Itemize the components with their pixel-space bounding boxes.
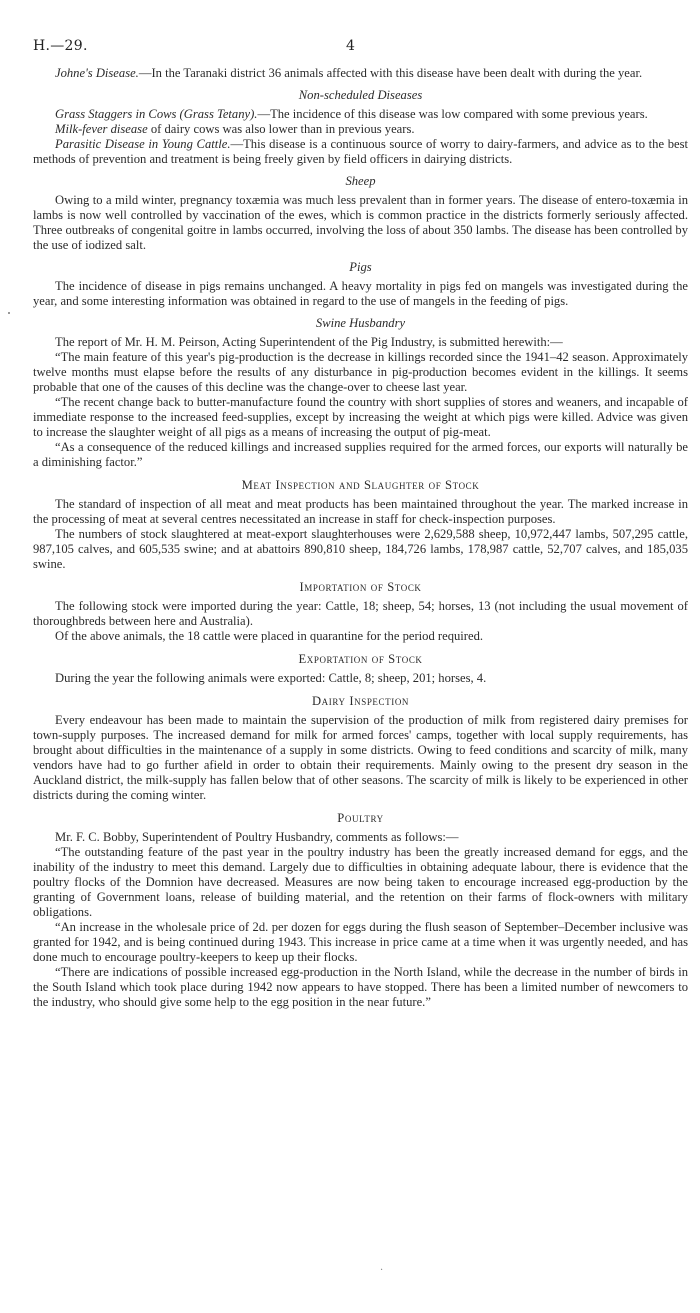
importation-paragraph-2: Of the above animals, the 18 cattle were placed in quarantine for the period required. <box>55 629 484 643</box>
johnes-lead: Johne's Disease. <box>55 66 139 80</box>
swine-paragraph-3: “As a consequence of the reduced killings and increased supplies required for the armed forces, our exports will naturally be a diminishing factor.” <box>33 440 688 469</box>
pigs-paragraph: The incidence of disease in pigs remains unchanged. A heavy mortality in pigs fed on mangels was investigated during the year, and some interesting information was obtained in regard to the use of mangels in the feeding of pigs. <box>33 279 688 308</box>
swine-paragraph-1: “The main feature of this year's pig-production is the decrease in killings recorded since the 1941–42 season. Approximately twelve months must elapse before the results of any disturbance in pig-production becomes evident in the killings. It seems probable that one of the causes of this decline was the change-over to cheese last year. <box>33 350 688 394</box>
margin-mark <box>8 312 10 314</box>
grass-staggers-paragraph: Grass Staggers in Cows (Grass Tetany).—The incidence of this disease was low compared with some previous years. <box>55 107 648 121</box>
meat-paragraph-1: The standard of inspection of all meat and meat products has been maintained throughout the year. The marked increase in the processing of meat at several centres necessitated an increase in staff for check-inspection purposes. <box>33 497 688 526</box>
poultry-intro: Mr. F. C. Bobby, Superintendent of Poultry Husbandry, comments as follows:— <box>55 830 459 844</box>
poultry-paragraph-3: “There are indications of possible increased egg-production in the North Island, while the decrease in the number of birds in the South Island which took place during 1942 now appears to have stopped. There has been a limited number of newcomers to the industry, who should give some help to the egg position in the near future.” <box>33 965 688 1009</box>
poultry-paragraph-1: “The outstanding feature of the past year in the poultry industry has been the greatly increased demand for eggs, and the inability of the industry to meet this demand. Largely due to difficulties in obtaining adequate labour, there is evidence that the poultry flocks of the Domnion have decreased. Measures are now being taken to encourage increased egg-production by the granting of Government loans, release of building material, and the retention on their farms of flock-owners with military obligations. <box>33 845 688 919</box>
body-text <box>33 66 688 1010</box>
poultry-heading: Poultry <box>337 811 384 825</box>
parasitic-paragraph: Parasitic Disease in Young Cattle.—This disease is a continuous source of worry to dairy-farmers, and advice as to the best methods of prevention and treatment is being freely given by field officers in dairying districts. <box>33 137 689 166</box>
exportation-heading: Exportation of Stock <box>298 652 423 666</box>
page-number: 4 <box>346 38 356 54</box>
importation-paragraph-1: The following stock were imported during the year: Cattle, 18; sheep, 54; horses, 13 (not including the usual movement of thoroughbreds between here and Australia). <box>33 599 688 628</box>
nonscheduled-heading: Non-scheduled Diseases <box>298 88 423 102</box>
exportation-paragraph: During the year the following animals were exported: Cattle, 8; sheep, 201; horses, 4. <box>55 671 487 685</box>
milk-fever-paragraph: Milk-fever disease of dairy cows was also lower than in previous years. <box>55 122 415 136</box>
dairy-heading: Dairy Inspection <box>311 694 410 708</box>
sheep-paragraph: Owing to a mild winter, pregnancy toxæmia was much less prevalent than in former years. The disease of entero-toxæmia in lambs is now well controlled by vaccination of the ewes, which is common practice in the districts formerly seriously affected. Three outbreaks of congenital goitre in lambs occurred, involving the loss of about 350 lambs. The disease has been controlled by the use of iodized salt. <box>33 193 688 252</box>
poultry-paragraph-2: “An increase in the wholesale price of 2d. per dozen for eggs during the flush season of September–December inclusive was granted for 1942, and is being continued during 1943. This increase in price came at a time when it was urgently needed, and has done much to encourage poultry-keepers to keep up their flocks. <box>33 920 688 964</box>
swine-paragraph-2: “The recent change back to butter-manufacture found the country with short supplies of stores and weaners, and incapable of immediate response to the increased feed-supplies, except by increasing the weight at which pigs were killed. Advice was given to increase the slaughter weight of all pigs as a means of increasing the output of pig-meat. <box>33 395 688 439</box>
johnes-paragraph: Johne's Disease.—In the Taranaki district 36 animals affected with this disease have been dealt with during the year. <box>55 66 643 80</box>
swine-intro: The report of Mr. H. M. Peirson, Acting Superintendent of the Pig Industry, is submitted herewith:— <box>55 335 563 349</box>
meat-inspection-heading: Meat Inspection and Slaughter of Stock <box>241 478 480 492</box>
page-dot: · <box>380 1265 384 1276</box>
meat-paragraph-2: The numbers of stock slaughtered at meat-export slaughterhouses were 2,629,588 sheep, 10,972,447 lambs, 507,295 cattle, 987,105 calves, and 605,535 swine; and at abattoirs 890,810 sheep, 184,726 lambs, 178,987 cattle, 52,707 calves, and 185,035 swine. <box>33 527 688 571</box>
swine-heading: Swine Husbandry <box>315 316 406 330</box>
dairy-paragraph: Every endeavour has been made to maintain the supervision of the production of milk from registered dairy premises for town-supply purposes. The increased demand for milk for armed forces' camps, together with local supply requirements, has brought about difficulties in the maintenance of a supply in some districts. Owing to feed conditions and scarcity of milk, many vendors have had to go further afield in order to obtain their requirements. Mainly owing to the present dry season in the Auckland district, the milk-supply has fallen below that of other seasons. The scarcity of milk is likely to be experienced in other districts during the coming winter. <box>33 713 688 802</box>
report-reference: H.—29. <box>33 38 88 54</box>
sheep-heading: Sheep <box>345 174 376 188</box>
pigs-heading: Pigs <box>349 260 372 274</box>
importation-heading: Importation of Stock <box>299 580 422 594</box>
